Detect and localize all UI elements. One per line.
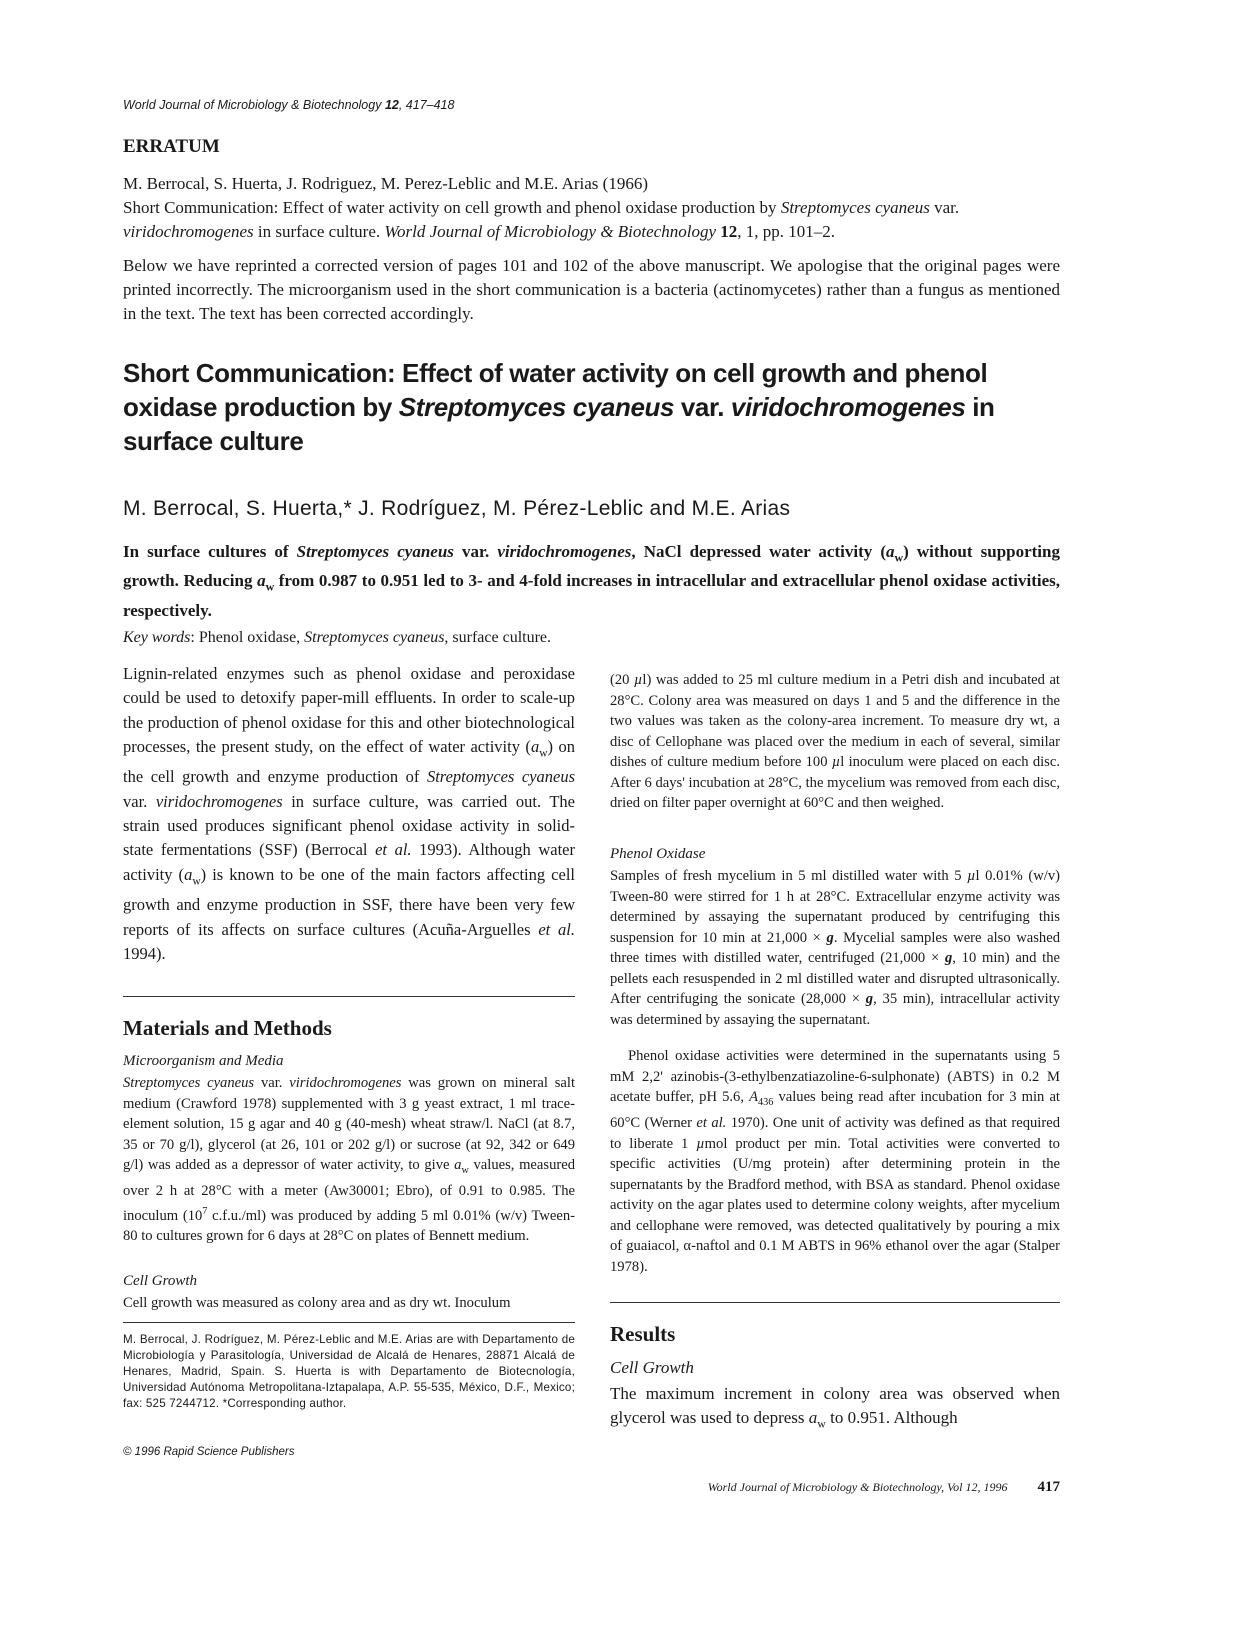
section-divider [123, 996, 575, 997]
copyright: © 1996 Rapid Science Publishers [123, 1446, 295, 1458]
article-title: Short Communication: Effect of water activity on cell growth and phenol oxidase production by Streptomyces cyaneus var. viridochromogenes in surface culture [123, 358, 995, 456]
cell-growth-paragraph-start: Cell growth was measured as colony area and as dry wt. Inoculum [123, 1295, 511, 1311]
page-footer [680, 1479, 1060, 1496]
footnote-divider [123, 1322, 575, 1323]
page-number: 417 [1037, 1479, 1060, 1495]
cell-growth-paragraph-cont: (20 µl) was added to 25 ml culture medium in a Petri dish and incubated at 28°C. Colony area was measured on days 1 and 5 and the difference in the two values was taken as the colony-area increment. To measure dry wt, a disc of Cellophane was placed over the medium in each of several, similar dishes of culture medium before 100 µl inoculum were placed on each disc. After 6 days' incubation at 28°C, the mycelium was removed from each disc, dried on filter paper overnight at 60°C and then weighed. [610, 672, 1060, 811]
section-divider [610, 1302, 1060, 1303]
cell-growth-subheading: Cell Growth [123, 1273, 198, 1289]
media-paragraph: Streptomyces cyaneus var. viridochromogenes was grown on mineral salt medium (Crawford 1978) supplemented with 3 g yeast extract, 1 ml trace-element solution, 15 g agar and 40 g (40-mesh) wheat straw/l. NaCl (at 8.7, 35 or 70 g/l), glycerol (at 26, 101 or 202 g/l) or sucrose (at 92, 342 or 649 g/l) was added as a depressor of water activity, to give $a_w$ values, measured over 2 h at 28°C with a meter (Aw30001; Ebro), of 0.91 to 0.985. The inoculum ($10^7$ c.f.u./ml) was produced by adding 5 ml 0.01% (w/v) Tween-80 to cultures grown for 6 days at 28°C on plates of Bennett medium. [123, 1075, 576, 1245]
phenol-oxidase-paragraph-2: Phenol oxidase activities were determined in the supernatants using 5 mM 2,2' azinobis-(3-ethylbenzatiazoline-6-sulphonate) (ABTS) in 0.2 M acetate buffer, pH 5.6, $A_{436}$ values being read after incubation for 3 min at 60°C (Werner et al. 1970). One unit of activity was defined as that required to liberate 1 µmol product per min. Total activities were converted to specific activities (U/mg protein) after determining protein in the supernatants by the Bradford method, with BSA as standard. Phenol oxidase activity on the agar plates used to determine colony weights, after mycelium and cellophane were removed, was detected qualitatively by pouring a mix of guaiacol, α-naftol and 0.1 M ABTS in 96% ethanol over the agar (Stalper 1978). [610, 1048, 1060, 1275]
erratum-heading: ERRATUM [123, 136, 220, 157]
footer-journal: World Journal of Microbiology & Biotechnology, Vol 12, 1996 [707, 1480, 1008, 1494]
methods-heading: Materials and Methods [123, 1016, 332, 1040]
phenol-oxidase-paragraph-1: Samples of fresh mycelium in 5 ml distilled water with 5 µl 0.01% (w/v) Tween-80 were stirred for 1 h at 28°C. Extracellular enzyme activity was determined by assaying the supernatant produced by centrifuging this suspension for 10 min at 21,000 × g. Mycelial samples were also washed three times with distilled water, centrifuged (21,000 × g, 10 min) and the pellets each resuspended in 2 ml distilled water and disrupted ultrasonically. After centrifuging the sonicate (28,000 × g, 35 min), intracellular activity was determined by assaying the supernatant. [610, 868, 1061, 1028]
results-heading: Results [610, 1322, 676, 1346]
abstract: In surface cultures of Streptomyces cyaneus var. viridochromogenes, NaCl depressed water activity $(a_w)$ without supporting growth. Reducing $a_w$ from 0.987 to 0.951 led to 3- and 4-fold increases in intracellular and extracellular phenol oxidase activities, respectively. [123, 542, 1060, 620]
keywords: Key words: Phenol oxidase, Streptomyces cyaneus, surface culture. [123, 629, 552, 646]
phenol-oxidase-subheading: Phenol Oxidase [610, 846, 706, 862]
media-subheading: Microorganism and Media [123, 1053, 284, 1069]
running-header: World Journal of Microbiology & Biotechnology 12, 417–418 [123, 98, 455, 112]
results-paragraph: The maximum increment in colony area was observed when glycerol was used to depress $a_w$ to 0.951. Although [610, 1384, 1060, 1431]
erratum-citation: M. Berrocal, S. Huerta, J. Rodriguez, M. Perez-Leblic and M.E. Arias (1966) Short Communication: Effect of water activity on cell growth and phenol oxidase production by Streptomyces cyaneus var. viridochromogenes in surface culture. World Journal of Microbiology & Biotechnology 12, 1, pp. 101–2. [123, 174, 960, 241]
affiliation-footnote: M. Berrocal, J. Rodríguez, M. Pérez-Leblic and M.E. Arias are with Departamento de Microbiología y Parasitología, Universidad de Alcalá de Henares, 28871 Alcalá de Henares, Madrid, Spain. S. Huerta is with Departamento de Biotecnología, Universidad Autónoma Metropolitana-Iztapalapa, A.P. 55-535, México, D.F., Mexico; fax: 525 7244712. *Corresponding author. [123, 1333, 575, 1410]
erratum-note: Below we have reprinted a corrected version of pages 101 and 102 of the above manuscript. We apologise that the original pages were printed incorrectly. The microorganism used in the short communication is a bacteria (actinomycetes) rather than a fungus as mentioned in the text. The text has been corrected accordingly. [123, 256, 1060, 323]
authors: M. Berrocal, S. Huerta,* J. Rodríguez, M. Pérez-Leblic and M.E. Arias [123, 497, 791, 520]
results-cell-growth-subheading: Cell Growth [610, 1358, 694, 1377]
introduction-paragraph: Lignin-related enzymes such as phenol oxidase and peroxidase could be used to detoxify paper-mill effluents. In order to scale-up the production of phenol oxidase for this and other biotechnological processes, the present study, on the effect of water activity $(a_w)$ on the cell growth and enzyme production of Streptomyces cyaneus var. viridochromogenes in surface culture, was carried out. The strain used produces significant phenol oxidase activity in solid-state fermentations (SSF) (Berrocal et al. 1993). Although water activity $(a_w)$ is known to be one of the main factors affecting cell growth and enzyme production in SSF, there have been very few reports of its affects on surface cultures (Acuña-Arguelles et al. 1994). [123, 664, 576, 963]
